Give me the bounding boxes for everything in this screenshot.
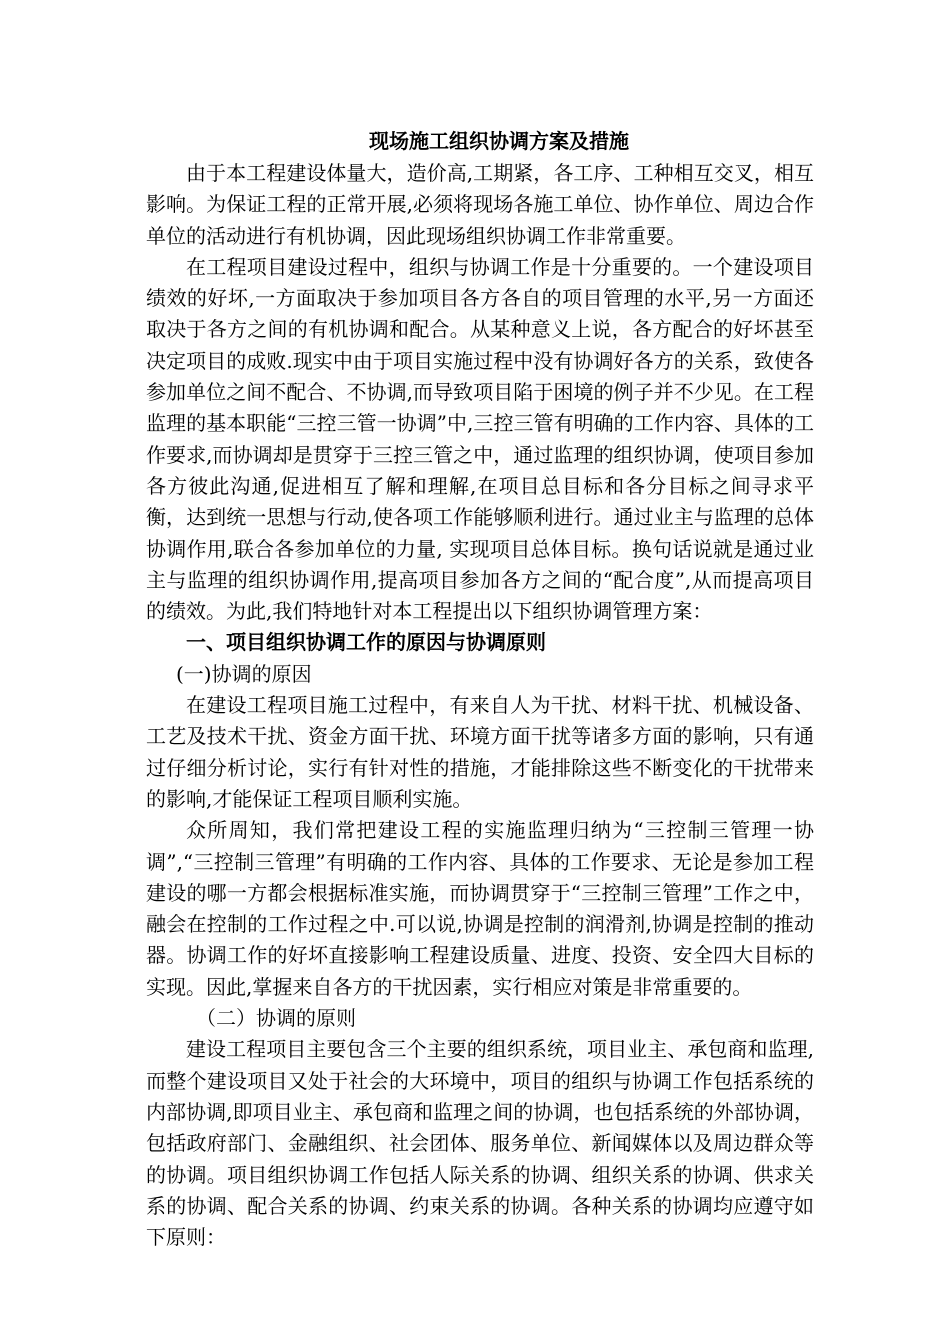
paragraph-reasons-1: 在建设工程项目施工过程中，有来自人为干扰、材料干扰、机械设备、工艺及技术干扰、资金方面干扰、环境方面干扰等诸多方面的影响，只有通过仔细分析讨论，实行有针对性的措施，才能排除这些不断变化的干扰带来的影响,才能保证工程项目顺利实施。 [146,693,814,811]
paragraph-principles: 建设工程项目主要包含三个主要的组织系统，项目业主、承包商和监理,而整个建设项目又处于社会的大环境中，项目的组织与协调工作包括系统的内部协调,即项目业主、承包商和监理之间的协调，也包括系统的外部协调，包括政府部门、金融组织、社会团体、服务单位、新闻媒体以及周边群众等的协调。项目组织协调工作包括人际关系的协调、组织关系的协调、供求关系的协调、配合关系的协调、约束关系的协调。各种关系的协调均应遵守如下原则： [146,1037,814,1250]
paragraph-reasons-2: 众所周知，我们常把建设工程的实施监理归纳为“三控制三管理一协调”,“三控制三管理”有明确的工作内容、具体的工作要求、无论是参加工程建设的哪一方都会根据标准实施，而协调贯穿于“三控制三管理”工作之中，融会在控制的工作过程之中.可以说,协调是控制的润滑剂,协调是控制的推动器。协调工作的好坏直接影响工程建设质量、进度、投资、安全四大目标的实现。因此,掌握来自各方的干扰因素，实行相应对策是非常重要的。 [146,818,814,999]
subsection-heading-principles: （二）协调的原则 [196,1006,356,1031]
paragraph-intro: 由于本工程建设体量大，造价高,工期紧，各工序、工种相互交叉，相互影响。为保证工程的正常开展,必须将现场各施工单位、协作单位、周边合作单位的活动进行有机协调，因此现场组织协调工作非常重要。 [146,161,814,248]
section-heading-1: 一、项目组织协调工作的原因与协调原则 [186,630,546,655]
subsection-heading-reasons: (一)协调的原因 [176,661,312,686]
document-page [146,124,814,1253]
paragraph-importance: 在工程项目建设过程中，组织与协调工作是十分重要的。一个建设项目绩效的好坏,一方面取决于参加项目各方各自的项目管理的水平,另一方面还取决于各方之间的有机协调和配合。从某种意义上说，各方配合的好坏甚至决定项目的成败.现实中由于项目实施过程中没有协调好各方的关系，致使各参加单位之间不配合、不协调,而导致项目陷于困境的例子并不少见。在工程监理的基本职能“三控三管一协调”中,三控三管有明确的工作内容、具体的工作要求,而协调却是贯穿于三控三管之中，通过监理的组织协调，使项目参加各方彼此沟通,促进相互了解和理解,在项目总目标和各分目标之间寻求平衡，达到统一思想与行动,使各项工作能够顺利进行。通过业主与监理的总体协调作用,联合各参加单位的力量, 实现项目总体目标。换句话说就是通过业主与监理的组织协调作用,提高项目参加各方之间的“配合度”,从而提高项目的绩效。为此,我们特地针对本工程提出以下组织协调管理方案： [146,254,814,624]
document-title: 现场施工组织协调方案及措施 [369,129,629,153]
